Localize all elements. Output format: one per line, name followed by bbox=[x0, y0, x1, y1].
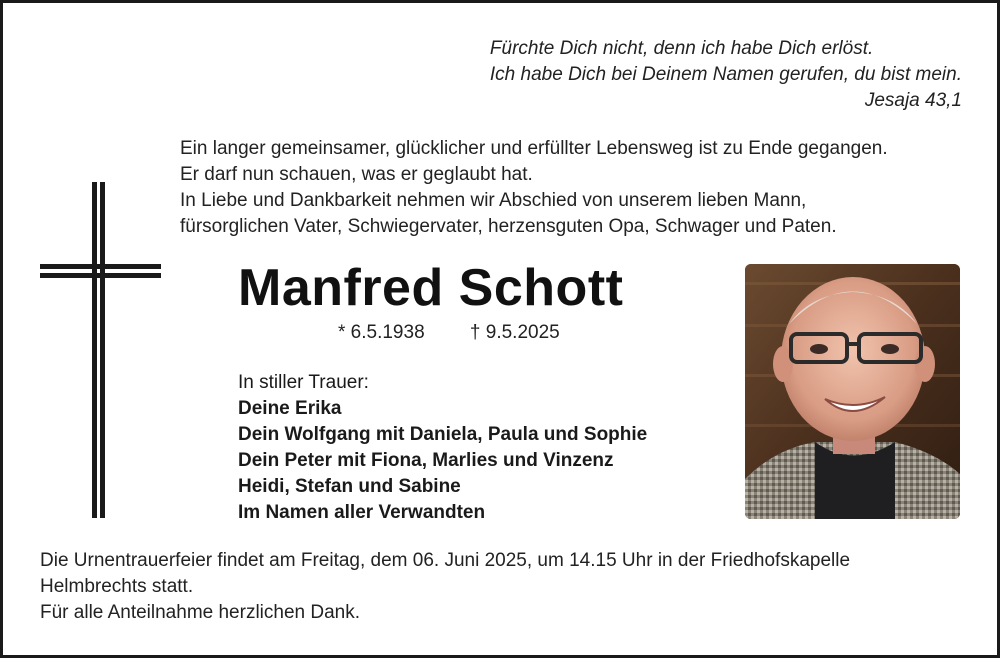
birth-date: * 6.5.1938 bbox=[338, 322, 425, 343]
mourner-line: Heidi, Stefan und Sabine bbox=[238, 476, 461, 497]
intro-text bbox=[180, 136, 888, 240]
closing-line-2: Helmbrechts statt. bbox=[40, 576, 194, 597]
quote-reference: Jesaja 43,1 bbox=[864, 90, 962, 111]
mourner-line: Dein Peter mit Fiona, Marlies und Vinzenz bbox=[238, 450, 614, 471]
deceased-name: Manfred Schott bbox=[238, 259, 624, 317]
portrait-photo bbox=[745, 264, 960, 519]
mourners-list bbox=[238, 370, 647, 526]
closing-line-3: Für alle Anteilnahme herzlichen Dank. bbox=[40, 602, 361, 623]
intro-line-2: Er darf nun schauen, was er geglaubt hat. bbox=[180, 164, 533, 185]
death-date: † 9.5.2025 bbox=[469, 322, 560, 343]
intro-line-3: In Liebe und Dankbarkeit nehmen wir Abschied von unserem lieben Mann, bbox=[180, 190, 807, 211]
life-dates bbox=[338, 322, 560, 344]
quote-line-2: Ich habe Dich bei Deinem Namen gerufen, du bist mein. bbox=[489, 64, 962, 85]
mourner-line: Dein Wolfgang mit Daniela, Paula und Sophie bbox=[238, 424, 648, 445]
portrait-illustration bbox=[745, 264, 960, 519]
intro-line-4: fürsorglichen Vater, Schwiegervater, herzensguten Opa, Schwager und Paten. bbox=[180, 216, 837, 237]
bible-quote bbox=[490, 36, 962, 114]
closing-text bbox=[40, 548, 850, 626]
intro-line-1: Ein langer gemeinsamer, glücklicher und erfüllter Lebensweg ist zu Ende gegangen. bbox=[180, 138, 888, 159]
cross-icon bbox=[38, 180, 163, 520]
mourner-line: Im Namen aller Verwandten bbox=[238, 502, 486, 523]
quote-line-1: Fürchte Dich nicht, denn ich habe Dich erlöst. bbox=[489, 38, 874, 59]
mourner-line: Deine Erika bbox=[238, 398, 342, 419]
mourners-heading: In stiller Trauer: bbox=[238, 372, 369, 393]
closing-line-1: Die Urnentrauerfeier findet am Freitag, dem 06. Juni 2025, um 14.15 Uhr in der Friedhofskapelle bbox=[40, 550, 851, 571]
